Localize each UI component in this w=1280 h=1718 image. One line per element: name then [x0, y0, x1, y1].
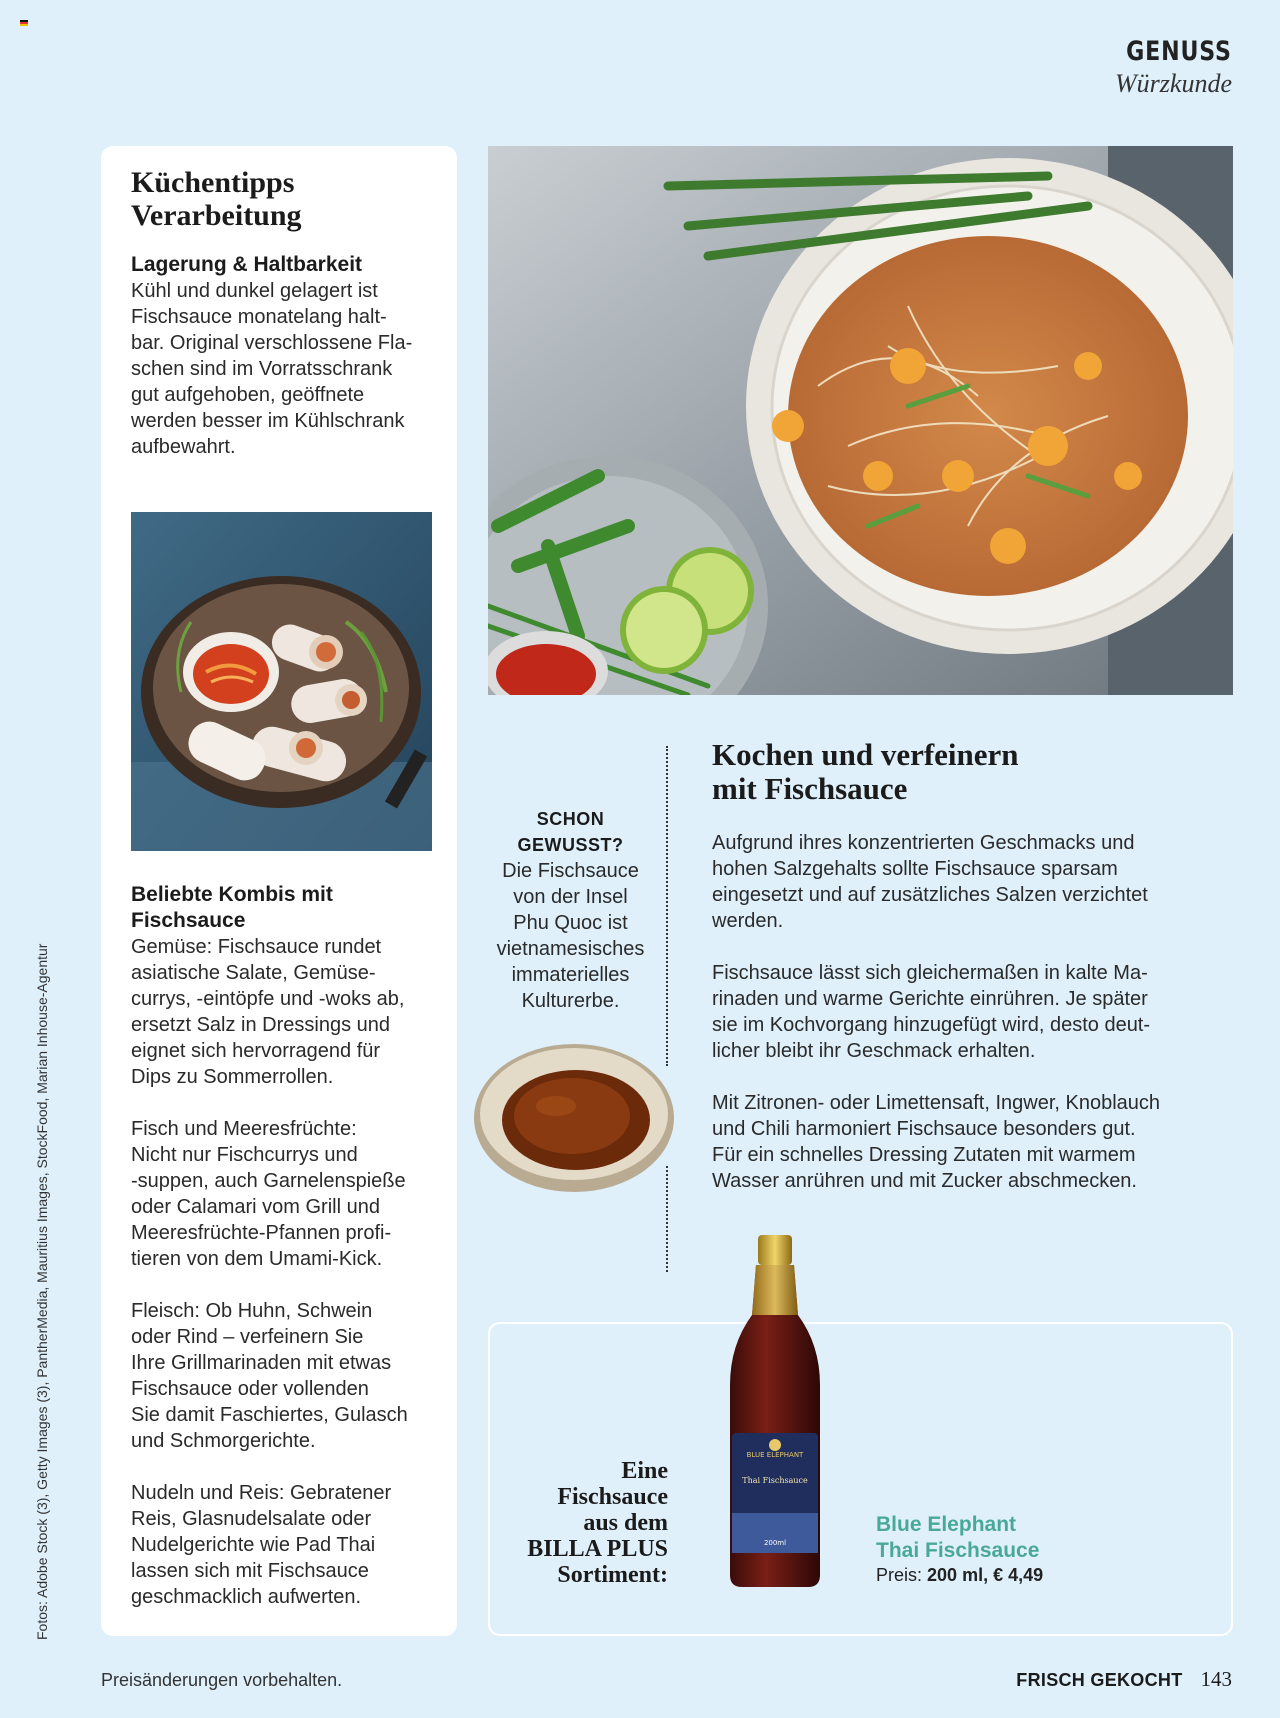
summer-rolls-photo [131, 512, 432, 851]
combos-vegetables: Gemüse: Fischsauce rundet asiatische Salate, Gemüse- currys, -eintöpfe und -woks ab, ersetzt Salz in Dressings und eignet sich hervorragend für Dips zu Sommerrollen. [131, 936, 405, 1088]
article-title: Kochen und verfeinern mit Fischsauce [712, 737, 1019, 806]
article-body [712, 830, 1212, 1220]
section-heading [1103, 36, 1232, 99]
footer-folio [1016, 1667, 1232, 1692]
fish-sauce-bowl-photo [472, 1038, 677, 1194]
fact-text: Die Fischsauce von der Insel Phu Quoc ist vietnamesisches immaterielles Kulturerbe. [496, 860, 645, 1012]
section-subtitle: Würzkunde [1115, 69, 1232, 98]
bottle-label-volume: 200ml [763, 1539, 787, 1547]
bottle-label-brand: BLUE ELEPHANT [746, 1451, 804, 1459]
combos-meat: Fleisch: Ob Huhn, Schwein oder Rind – verfeinern Sie Ihre Grillmarinaden mit etwas Fischsauce oder vollenden Sie damit Faschiertes, Gulasch und Schmorgerichte. [131, 1300, 408, 1452]
bottle-label-product: Thai Fischsauce [742, 1476, 808, 1485]
fact-box [488, 806, 653, 1014]
fact-heading: SCHON GEWUSST? [517, 809, 624, 855]
magazine-name: FRISCH GEKOCHT [1016, 1670, 1183, 1690]
article-paragraph: Mit Zitronen- oder Limettensaft, Ingwer, Knoblauch und Chili harmoniert Fischsauce besonders gut. Für ein schnelles Dressing Zutaten mit warmem Wasser anrühren und mit Zucker abschmecken. [712, 1092, 1161, 1192]
storage-text: Kühl und dunkel gelagert ist Fischsauce monatelang halt- bar. Original verschlossene Fla- schen sind im Vorratsschrank gut aufgehoben, geöffnete werden besser im Kühlschrank aufbewahrt. [131, 280, 413, 458]
price-value: 200 ml, € 4,49 [927, 1565, 1044, 1585]
page-number: 143 [1200, 1667, 1232, 1691]
article-paragraph: Aufgrund ihres konzentrierten Geschmacks und hohen Salzgehalts sollte Fischsauce sparsam eingesetzt und auf zusätzliches Salzen verzichtet werden. [712, 832, 1148, 932]
price-label: Preis: [876, 1565, 923, 1585]
section-title: GENUSS [1126, 36, 1232, 67]
language-flag-icon [20, 20, 28, 26]
article-paragraph: Fischsauce lässt sich gleichermaßen in kalte Ma- rinaden und warme Gerichte einrühren. Je später sie im Kochvorgang hinzugefügt wird, desto deut- licher bleibt ihr Geschmack erhalten. [712, 962, 1151, 1062]
combos-seafood: Fisch und Meeresfrüchte: Nicht nur Fischcurrys und -suppen, auch Garnelenspieße oder Calamari vom Grill und Meeresfrüchte-Pfannen profi- tieren von dem Umami-Kick. [131, 1118, 406, 1270]
storage-heading: Lagerung & Haltbarkeit [131, 253, 363, 276]
promo-heading: Eine Fischsauce aus dem BILLA PLUS Sortiment: [527, 1458, 668, 1588]
card-title: Küchentipps Verarbeitung [131, 166, 302, 232]
footer-note: Preisänderungen vorbehalten. [101, 1670, 343, 1690]
product-price [876, 1565, 1043, 1586]
combos-noodles: Nudeln und Reis: Gebratener Reis, Glasnudelsalate oder Nudelgerichte wie Pad Thai lassen sich mit Fischsauce geschmacklich aufwerten. [131, 1482, 392, 1608]
combos-section [131, 882, 431, 1610]
dotted-divider-top [666, 746, 668, 1066]
combos-heading: Beliebte Kombis mit Fischsauce [131, 883, 333, 932]
pad-thai-photo [488, 146, 1233, 695]
photo-credit: Fotos: Adobe Stock (3), Getty Images (3), PantherMedia, Mauritius Images, StockFood, Marian Inhouse-Agentur [34, 943, 50, 1640]
fish-sauce-bottle-photo [720, 1233, 830, 1591]
product-name: Blue Elephant Thai Fischsauce [876, 1513, 1040, 1562]
